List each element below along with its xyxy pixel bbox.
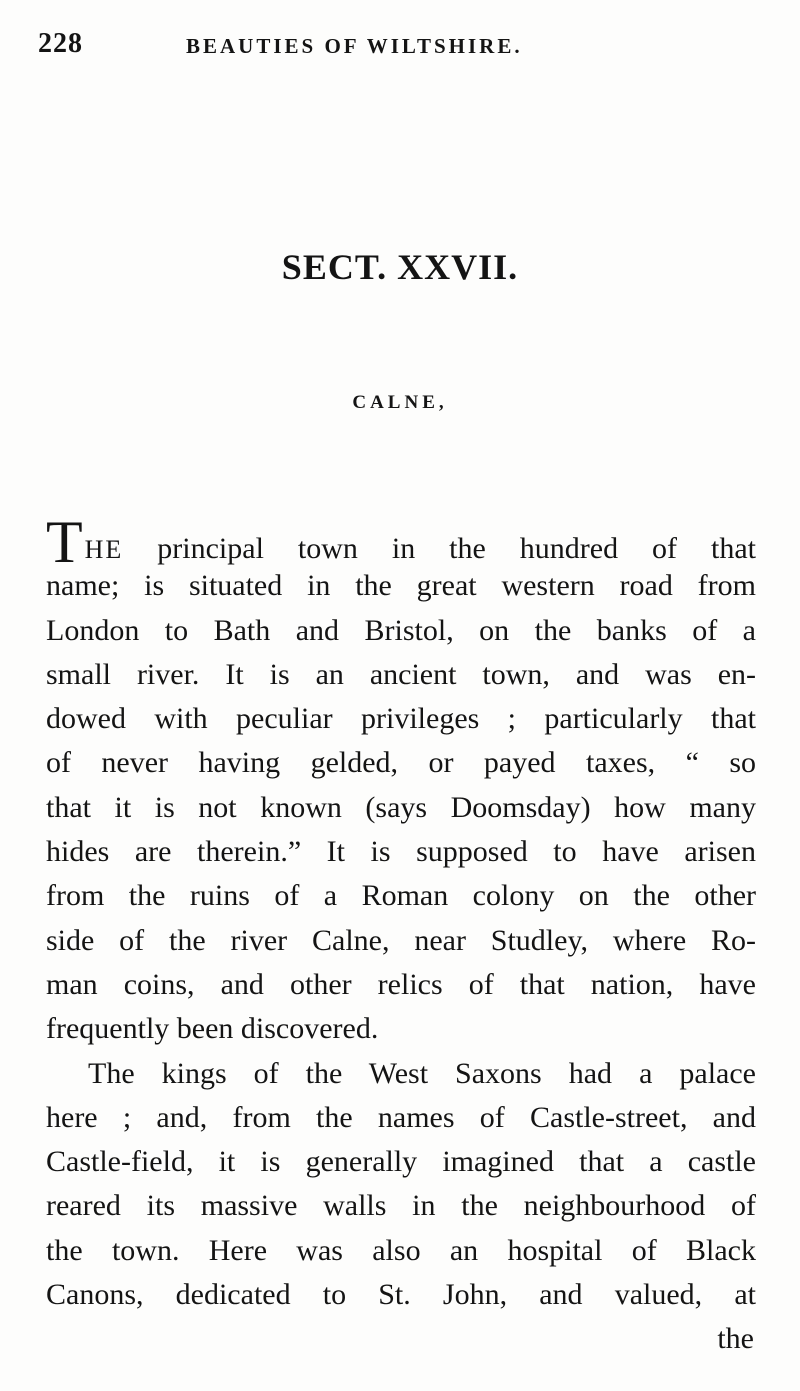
text-line: name; is situated in the great western road from — [46, 569, 756, 603]
running-title: BEAUTIES OF WILTSHIRE. — [186, 34, 523, 58]
place-name-heading: CALNE, — [352, 392, 448, 413]
text-line: reared its massive walls in the neighbourhood of — [46, 1189, 756, 1223]
text-line: frequently been discovered. — [46, 1012, 379, 1046]
text-line: small river. It is an ancient town, and was en- — [46, 657, 756, 691]
text-line: hides are therein.” It is supposed to have arisen — [46, 835, 756, 869]
page-number: 228 — [38, 28, 83, 59]
lead-word: HE — [84, 535, 124, 564]
text-line: from the ruins of a Roman colony on the other — [46, 879, 756, 913]
text-line: side of the river Calne, near Studley, where Ro- — [46, 923, 756, 957]
section-heading: SECT. XXVII. — [281, 247, 519, 287]
text-line: that it is not known (says Doomsday) how many — [46, 790, 756, 824]
running-head — [38, 28, 758, 68]
text-line-content: principal town in the hundred of that — [123, 532, 756, 565]
text-line: man coins, and other relics of that nation, have — [46, 967, 756, 1001]
text-line: dowed with peculiar privileges ; particularly that — [46, 702, 756, 736]
text-line: the town. Here was also an hospital of Black — [46, 1233, 756, 1267]
drop-cap: T — [46, 509, 83, 575]
text-line — [46, 509, 756, 575]
text-line: Canons, dedicated to St. John, and valued, at — [46, 1278, 756, 1312]
text-line: London to Bath and Bristol, on the banks of a — [46, 613, 756, 647]
text-line: The kings of the West Saxons had a palace — [88, 1056, 756, 1090]
text-line: of never having gelded, or payed taxes, “ so — [46, 746, 756, 780]
catchword: the — [717, 1322, 754, 1355]
text-line: here ; and, from the names of Castle-street, and — [46, 1100, 756, 1134]
body-text — [46, 509, 756, 1317]
text-line: Castle-field, it is generally imagined that a castle — [46, 1145, 756, 1179]
